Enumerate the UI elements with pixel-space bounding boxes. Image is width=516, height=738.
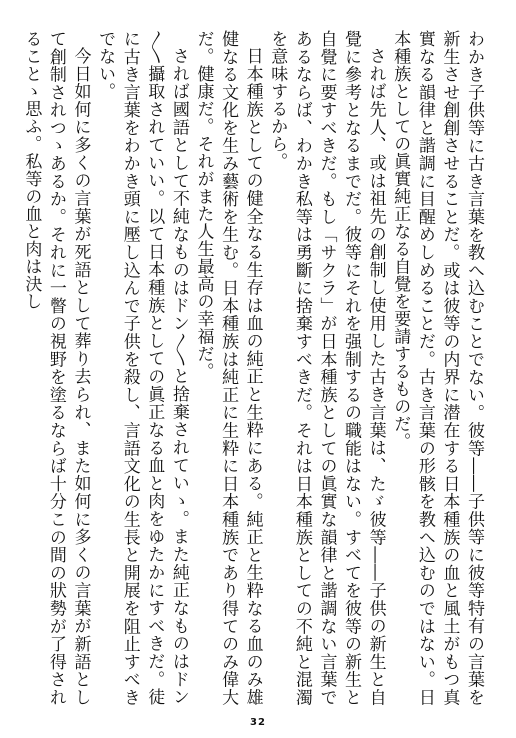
paragraph-4: されば國語として不純なものはドン〳〵と捨棄されていゝ。また純正なものはドン〳〵攝取されていい。以て日本種族としての眞正なる血と肉をゆたかにすべきだ。徒に古き言葉をわかき頭に壓し込んで子供を殺し、言語文化の生長と開展を阻止すべきでない。 bbox=[95, 30, 189, 706]
page-number: 32 bbox=[250, 717, 266, 728]
paragraph-5: 今日如何に多くの言葉が死語として葬り去られ、また如何に多くの言葉が新語として創制されつゝあるか。それに一瞥の視野を塗るならば十分この間の狀勢が了得されることゝ思ふ。私等の血と肉は決し bbox=[21, 30, 91, 706]
paragraph-1: わかき子供等に古き言葉を教へ込むことでない。彼等――子供等に彼等特有の言葉を新生させ創創させることだ。或は彼等の内界に潜在する日本種族の血と風土がもつ真實なる韻律と諧調に目醒めしめることだ。古き言葉の形骸を教へ込むのではない。日本種族としての眞實純正なる自覺を要請するものだ。 bbox=[390, 30, 484, 706]
paragraph-3: 日本種族としての健全なる生存は血の純正と生粋にある。純正と生粋なる血のみ雄健なる文化を生み藝術を生む。日本種族は純正に生粋に日本種族であり得てのみ偉大だ。健康だ。それがまた人生最高の幸福だ。 bbox=[193, 30, 263, 706]
body-text bbox=[16, 30, 486, 706]
paragraph-2: されば先人、或は祖先の創制し使用した古き言葉は、たゞ彼等――子供の新生と自覺に參考となるまでだ。彼等にそれを强制するの職能はない。すべてを彼等の新生と自覺に要すべきだ。もし「サクラ」が日本種族としての眞實な韻律と諧調ない言葉であるならば、わかき私等は勇斷に捨棄すべきだ。それは日本種族としての不純と混濁を意味するから。 bbox=[267, 30, 386, 706]
